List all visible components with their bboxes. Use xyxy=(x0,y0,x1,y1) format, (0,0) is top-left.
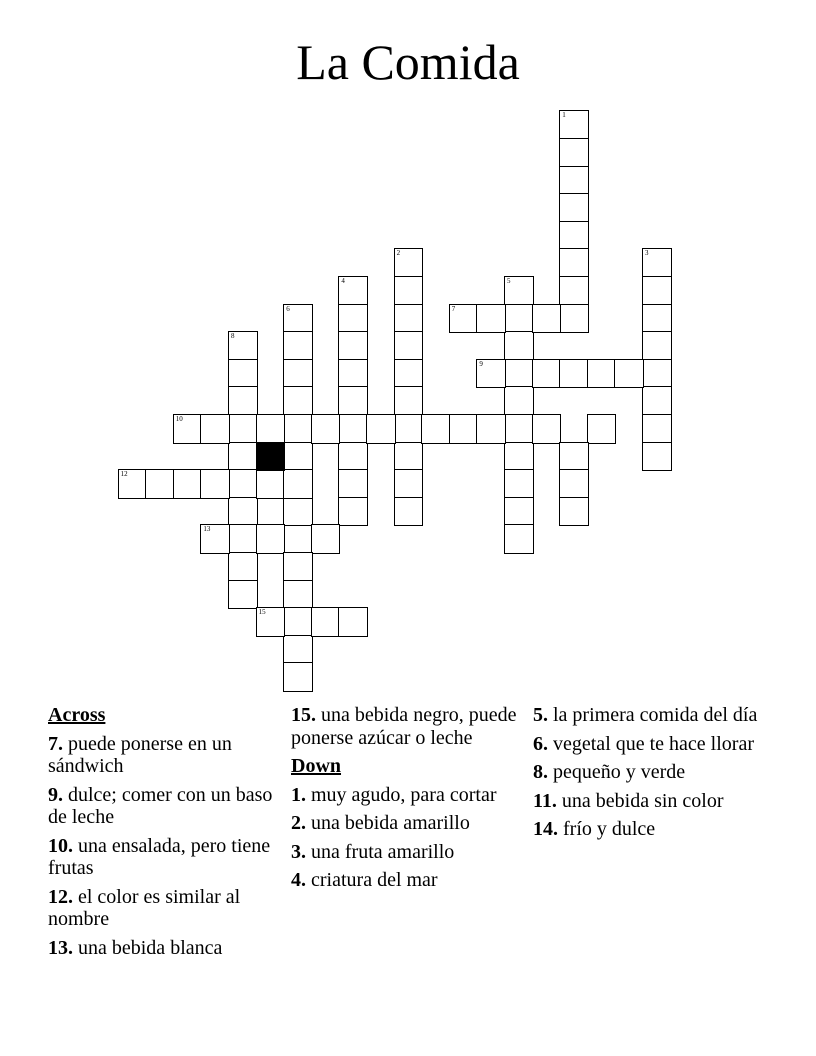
crossword-cell[interactable] xyxy=(200,524,230,554)
crossword-cell[interactable] xyxy=(642,414,672,444)
crossword-cell[interactable] xyxy=(145,469,175,499)
clue-text: puede ponerse en un sándwich xyxy=(48,732,232,777)
crossword-cell[interactable] xyxy=(283,580,313,610)
crossword-cell[interactable] xyxy=(338,469,368,499)
crossword-cell[interactable] xyxy=(504,469,534,499)
crossword-cell[interactable] xyxy=(559,304,589,334)
crossword-cell[interactable] xyxy=(394,414,424,444)
crossword-cell[interactable] xyxy=(504,524,534,554)
crossword-cell[interactable] xyxy=(283,469,313,499)
clue-text: dulce; comer con un baso de leche xyxy=(48,783,273,828)
crossword-cell[interactable] xyxy=(228,552,258,582)
crossword-cell[interactable] xyxy=(532,359,562,389)
crossword-cell[interactable] xyxy=(559,193,589,223)
crossword-cell[interactable] xyxy=(228,359,258,389)
clue-column-1 xyxy=(48,704,278,965)
clue-text: una ensalada, pero tiene frutas xyxy=(48,834,271,879)
crossword-cell[interactable] xyxy=(283,662,313,692)
clue-down-2 xyxy=(291,812,521,835)
crossword-cell[interactable] xyxy=(283,635,313,665)
clue-text: una fruta amarillo xyxy=(306,840,455,863)
clue-text: vegetal que te hace llorar xyxy=(548,732,754,755)
crossword-cell[interactable] xyxy=(283,552,313,582)
crossword-cell[interactable] xyxy=(228,497,258,527)
crossword-cell[interactable] xyxy=(476,414,506,444)
clue-text: una bebida negro, puede ponerse azúcar o leche xyxy=(291,704,517,749)
crossword-cell[interactable] xyxy=(228,524,258,554)
crossword-cell[interactable] xyxy=(311,524,341,554)
crossword-cell[interactable] xyxy=(118,469,148,499)
clue-down-6 xyxy=(533,733,763,756)
crossword-cell[interactable] xyxy=(283,359,313,389)
crossword-cell[interactable] xyxy=(394,442,424,472)
cell-number: 3 xyxy=(645,249,649,258)
clue-number: 2. xyxy=(291,812,306,834)
clue-down-14 xyxy=(533,818,763,841)
crossword-cell[interactable] xyxy=(228,386,258,416)
crossword-cell[interactable] xyxy=(614,359,644,389)
crossword-cell[interactable] xyxy=(338,276,368,306)
crossword-cell[interactable] xyxy=(338,331,368,361)
clue-across-7 xyxy=(48,733,278,778)
cell-number: 5 xyxy=(507,277,511,285)
clue-column-2 xyxy=(291,704,521,898)
clue-across-10 xyxy=(48,835,278,880)
crossword-cell[interactable] xyxy=(283,607,313,637)
clue-number: 15. xyxy=(291,704,316,726)
crossword-cell[interactable] xyxy=(559,276,589,306)
crossword-cell[interactable] xyxy=(338,497,368,527)
clue-down-11 xyxy=(533,790,763,813)
crossword-cell[interactable] xyxy=(394,497,424,527)
crossword-cell[interactable] xyxy=(173,414,203,444)
clue-down-3 xyxy=(291,841,521,864)
crossword-cell[interactable] xyxy=(283,497,313,527)
crossword-cell[interactable] xyxy=(476,304,506,334)
clue-number: 9. xyxy=(48,783,63,806)
crossword-cell[interactable] xyxy=(504,276,534,306)
crossword-cell[interactable] xyxy=(587,359,617,389)
cell-number: 9 xyxy=(479,359,483,368)
crossword-cell[interactable] xyxy=(559,166,589,196)
crossword-cell[interactable] xyxy=(311,414,341,444)
crossword-cell[interactable] xyxy=(394,469,424,499)
crossword-cell[interactable] xyxy=(532,304,562,334)
crossword-cell[interactable] xyxy=(228,414,258,444)
clue-number: 3. xyxy=(291,840,306,863)
crossword-cell[interactable] xyxy=(504,386,534,416)
crossword-cell[interactable] xyxy=(559,359,589,389)
crossword-cell[interactable] xyxy=(228,469,258,499)
crossword-cell[interactable] xyxy=(642,359,672,389)
crossword-cell[interactable] xyxy=(394,248,424,278)
clue-number: 12. xyxy=(48,885,73,908)
crossword-cell[interactable] xyxy=(228,442,258,472)
crossword-cell[interactable] xyxy=(642,386,672,416)
crossword-cell[interactable] xyxy=(449,304,479,334)
cell-number: 6 xyxy=(286,304,290,313)
crossword-cell[interactable] xyxy=(532,414,562,444)
crossword-cell[interactable] xyxy=(642,331,672,361)
crossword-cell[interactable] xyxy=(642,304,672,334)
crossword-cell[interactable] xyxy=(421,414,451,444)
crossword-cell[interactable] xyxy=(283,386,313,416)
crossword-cell[interactable] xyxy=(394,386,424,416)
clue-across-9 xyxy=(48,784,278,829)
cell-number: 13 xyxy=(203,525,211,534)
crossword-cell[interactable] xyxy=(283,414,313,444)
crossword-cell[interactable] xyxy=(283,442,313,472)
clue-number: 11. xyxy=(533,789,557,812)
crossword-cell[interactable] xyxy=(228,331,258,361)
crossword-cell[interactable] xyxy=(200,414,230,444)
clue-number: 8. xyxy=(533,761,548,783)
cell-number: 7 xyxy=(451,304,456,313)
crossword-cell[interactable] xyxy=(642,248,672,278)
clues-section xyxy=(0,704,816,1024)
crossword-cell[interactable] xyxy=(256,469,286,499)
crossword-cell[interactable] xyxy=(283,331,313,361)
crossword-cell[interactable] xyxy=(394,304,424,334)
clue-text: muy agudo, para cortar xyxy=(306,783,497,806)
clue-text: la primera comida del día xyxy=(548,704,758,726)
clue-text: una bebida blanca xyxy=(73,936,223,959)
clue-text: criatura del mar xyxy=(306,869,438,891)
crossword-cell[interactable] xyxy=(559,110,589,140)
clue-text: frío y dulce xyxy=(558,818,656,840)
crossword-cell[interactable] xyxy=(256,414,286,444)
crossword-cell[interactable] xyxy=(256,607,286,637)
crossword-cell[interactable] xyxy=(394,276,424,306)
crossword-cell[interactable] xyxy=(559,221,589,251)
clue-across-15 xyxy=(291,704,521,749)
clue-number: 6. xyxy=(533,732,548,755)
clue-number: 7. xyxy=(48,732,63,755)
crossword-cell[interactable] xyxy=(228,580,258,610)
clue-text: una bebida sin color xyxy=(556,789,724,812)
cell-number: 4 xyxy=(341,277,345,285)
clue-number: 13. xyxy=(48,936,73,959)
cell-number: 12 xyxy=(120,470,128,479)
crossword-cell[interactable] xyxy=(559,469,589,499)
crossword-cell[interactable] xyxy=(504,442,534,472)
crossword-cell[interactable] xyxy=(587,414,617,444)
crossword-cell[interactable] xyxy=(559,497,589,527)
clue-down-4 xyxy=(291,869,521,892)
crossword-cell[interactable] xyxy=(173,469,203,499)
crossword-cell[interactable] xyxy=(338,414,368,444)
crossword-cell[interactable] xyxy=(504,414,534,444)
crossword-cell[interactable] xyxy=(559,248,589,278)
crossword-cell[interactable] xyxy=(338,359,368,389)
crossword-cell[interactable] xyxy=(283,304,313,334)
crossword-cell[interactable] xyxy=(338,442,368,472)
crossword-cell[interactable] xyxy=(338,386,368,416)
crossword-cell[interactable] xyxy=(311,607,341,637)
clue-number: 14. xyxy=(533,818,558,840)
clue-number: 10. xyxy=(48,834,73,857)
black-cell xyxy=(256,442,286,472)
clue-across-12 xyxy=(48,886,278,931)
crossword-cell[interactable] xyxy=(476,359,506,389)
clue-down-5 xyxy=(533,704,763,727)
crossword-cell[interactable] xyxy=(642,276,672,306)
clue-across-13 xyxy=(48,937,278,960)
crossword-cell[interactable] xyxy=(338,304,368,334)
crossword-cell[interactable] xyxy=(504,497,534,527)
clue-number: 4. xyxy=(291,869,306,891)
crossword-cell[interactable] xyxy=(256,524,286,554)
cell-number: 10 xyxy=(175,415,183,423)
crossword-cell[interactable] xyxy=(559,442,589,472)
clue-number: 1. xyxy=(291,783,306,806)
cell-number: 2 xyxy=(396,249,401,258)
cell-number: 8 xyxy=(231,332,235,341)
crossword-cell[interactable] xyxy=(504,304,534,334)
cell-number: 15 xyxy=(258,608,266,617)
page-title: La Comida xyxy=(296,34,520,90)
clue-down-8 xyxy=(533,761,763,784)
cell-number: 1 xyxy=(562,111,566,120)
clue-text: una bebida amarillo xyxy=(306,812,470,834)
crossword-cell[interactable] xyxy=(394,331,424,361)
down-heading: Down xyxy=(291,755,342,777)
crossword-cell[interactable] xyxy=(642,442,672,472)
crossword-cell[interactable] xyxy=(338,607,368,637)
crossword-cell[interactable] xyxy=(449,414,479,444)
clue-text: pequeño y verde xyxy=(548,761,686,783)
clue-down-1 xyxy=(291,784,521,807)
crossword-cell[interactable] xyxy=(200,469,230,499)
clue-column-3 xyxy=(533,704,763,847)
clue-text: el color es similar al nombre xyxy=(48,885,241,930)
clue-number: 5. xyxy=(533,704,548,726)
crossword-cell[interactable] xyxy=(394,359,424,389)
across-heading: Across xyxy=(48,704,106,726)
crossword-cell[interactable] xyxy=(504,359,534,389)
crossword-cell[interactable] xyxy=(366,414,396,444)
crossword-cell[interactable] xyxy=(504,331,534,361)
crossword-cell[interactable] xyxy=(559,138,589,168)
